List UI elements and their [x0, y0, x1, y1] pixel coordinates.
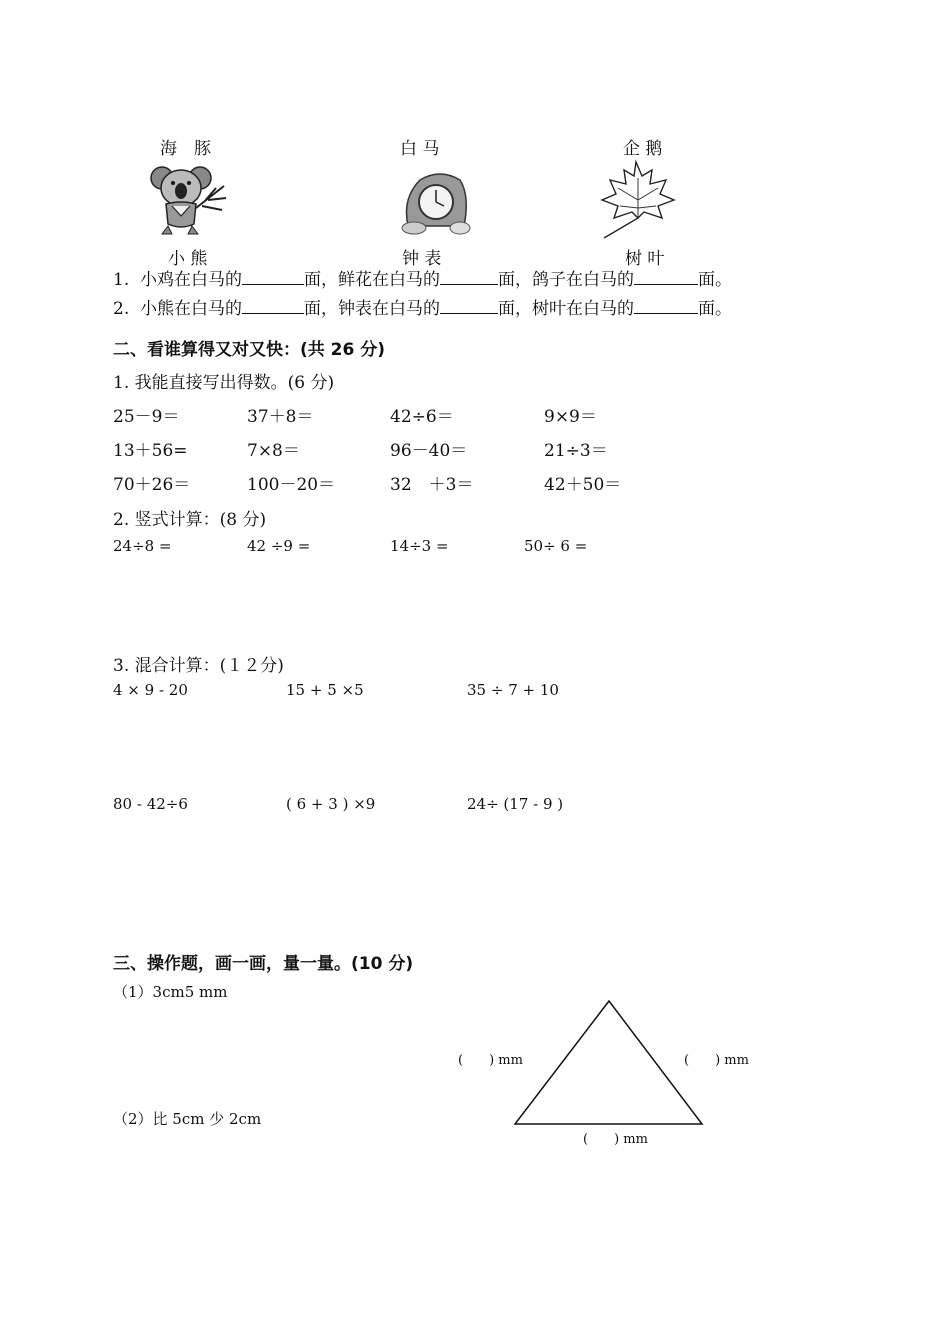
triangle-left-measure: ( ) mm	[458, 1053, 523, 1068]
label-white-horse: 白 马	[400, 139, 440, 159]
section-2-title: 二、看谁算得又对又快：(共 26 分)	[113, 340, 386, 360]
mixed-calc-5: ( 6 + 3 ) ×9	[286, 795, 376, 813]
vertical-calc-3: 14÷3 =	[390, 537, 449, 555]
clock-icon	[400, 168, 472, 238]
draw-item-2: （2）比 5cm 少 2cm	[113, 1110, 262, 1128]
label-bear: 小 熊	[168, 249, 208, 269]
vertical-calc-4: 50÷ 6 =	[524, 537, 588, 555]
koala-icon	[148, 162, 230, 238]
oral-calc-2-3: 96－40＝	[390, 441, 468, 461]
label-clock: 钟 表	[402, 249, 442, 269]
label-penguin: 企 鹅	[623, 139, 663, 159]
mixed-calc-4: 80 - 42÷6	[113, 795, 188, 813]
oral-calc-2-2: 7×8＝	[247, 441, 300, 461]
oral-calc-2-1: 13＋56=	[113, 441, 188, 461]
triangle-right-measure: ( ) mm	[684, 1053, 749, 1068]
label-leaf: 树 叶	[625, 249, 665, 269]
oral-calc-3-4: 42＋50＝	[544, 475, 622, 495]
oral-calc-1-3: 42÷6＝	[390, 407, 454, 427]
maple-leaf-icon	[598, 158, 676, 240]
oral-calc-1-1: 25－9＝	[113, 407, 180, 427]
oral-calc-3-1: 70＋26＝	[113, 475, 191, 495]
oral-calc-1-4: 9×9＝	[544, 407, 597, 427]
oral-calc-1-2: 37＋8＝	[247, 407, 314, 427]
part-2-title: 2. 竖式计算：(8 分)	[113, 510, 267, 530]
oral-calc-3-3: 32 ＋3＝	[390, 475, 474, 495]
draw-item-1: （1）3cm5 mm	[113, 983, 228, 1001]
triangle-bottom-measure: ( ) mm	[583, 1132, 648, 1147]
mixed-calc-2: 15 + 5 ×5	[286, 681, 364, 699]
position-question-1: 1. 小鸡在白马的 面，鲜花在白马的 面，鸽子在白马的 面。	[113, 270, 733, 290]
mixed-calc-3: 35 ÷ 7 + 10	[467, 681, 559, 699]
section-3-title: 三、操作题，画一画，量一量。(10 分)	[113, 954, 414, 974]
part-1-title: 1. 我能直接写出得数。(6 分)	[113, 373, 335, 393]
vertical-calc-2: 42 ÷9 =	[247, 537, 311, 555]
part-3-title: 3. 混合计算：(１２分)	[113, 656, 284, 676]
mixed-calc-6: 24÷ (17 - 9 )	[467, 795, 564, 813]
label-dolphin: 海 豚	[160, 139, 211, 159]
oral-calc-3-2: 100－20＝	[247, 475, 336, 495]
triangle-figure	[512, 998, 706, 1128]
oral-calc-2-4: 21÷3＝	[544, 441, 608, 461]
vertical-calc-1: 24÷8 =	[113, 537, 172, 555]
mixed-calc-1: 4 × 9 - 20	[113, 681, 188, 699]
position-question-2: 2. 小熊在白马的 面，钟表在白马的 面，树叶在白马的 面。	[113, 299, 733, 319]
